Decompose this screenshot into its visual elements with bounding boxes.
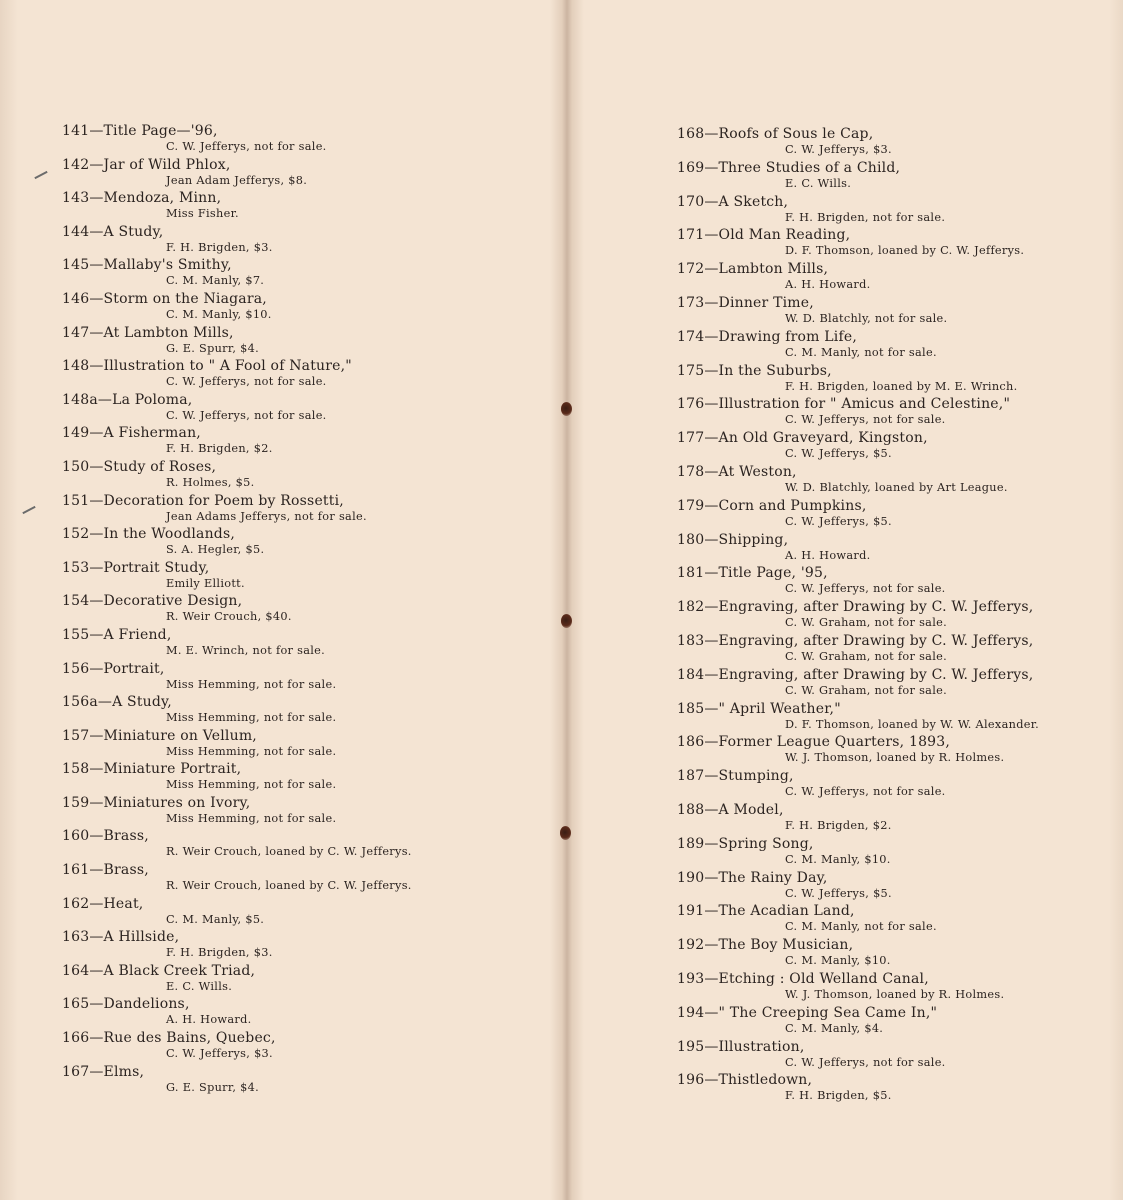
- entry-credit: C. W. Jefferys, $3.: [785, 143, 892, 156]
- pencil-mark: [22, 506, 35, 514]
- entry-credit: Miss Hemming, not for sale.: [166, 711, 337, 725]
- entry-title: 192—The Boy Musician,: [677, 937, 854, 954]
- catalogue-entry: [62, 1064, 542, 1098]
- entry-credit: F. H. Brigden, $2.: [785, 818, 892, 832]
- catalogue-entry: [677, 532, 1097, 566]
- catalogue-entry: [62, 358, 542, 392]
- entry-title: 144—A Study,: [62, 223, 164, 240]
- entry-credit: R. Weir Crouch, loaned by C. W. Jefferys.: [166, 845, 412, 859]
- entry-title: 167—Elms,: [62, 1063, 145, 1080]
- entry-credit: Jean Adams Jefferys, not for sale.: [166, 509, 367, 523]
- entry-title: 172—Lambton Mills,: [677, 261, 829, 278]
- catalogue-entry: [62, 425, 542, 459]
- catalogue-entry: [677, 565, 1097, 599]
- entry-credit: C. M. Manly, $10.: [785, 852, 891, 866]
- entry-credit: Miss Fisher.: [166, 207, 239, 221]
- entry-credit: E. C. Wills.: [785, 176, 852, 190]
- entry-credit: C. W. Jefferys, not for sale.: [785, 785, 946, 799]
- entry-title: 176—Illustration for " Amicus and Celestine,": [677, 396, 1011, 413]
- entry-title: 169—Three Studies of a Child,: [677, 159, 901, 176]
- catalogue-entry: [677, 971, 1097, 1005]
- entry-credit: W. D. Blatchly, loaned by Art League.: [785, 480, 1008, 494]
- entry-credit: R. Holmes, $5.: [166, 475, 255, 489]
- catalogue-entry: [677, 701, 1097, 735]
- catalogue-entry: [677, 1005, 1097, 1039]
- catalogue-entry: [677, 903, 1097, 937]
- catalogue-entry: [62, 862, 542, 896]
- entry-title: 177—An Old Graveyard, Kingston,: [677, 430, 928, 447]
- catalogue-entry: [62, 459, 542, 493]
- entry-title: 170—A Sketch,: [677, 193, 789, 210]
- entry-title: 164—A Black Creek Triad,: [62, 962, 256, 979]
- entry-credit: C. M. Manly, not for sale.: [785, 345, 937, 359]
- entry-credit: C. W. Jefferys, not for sale.: [166, 140, 327, 153]
- catalogue-entry: [677, 1039, 1097, 1073]
- entry-title: 186—Former League Quarters, 1893,: [677, 734, 951, 751]
- catalogue-entry: [62, 694, 542, 728]
- entry-credit: Jean Adam Jefferys, $8.: [166, 173, 308, 187]
- catalogue-entry: [677, 498, 1097, 532]
- entry-credit: R. Weir Crouch, loaned by C. W. Jefferys.: [166, 879, 412, 893]
- entry-credit: C. M. Manly, $5.: [166, 912, 265, 926]
- entry-credit: W. J. Thomson, loaned by R. Holmes.: [785, 751, 1005, 765]
- entry-title: 173—Dinner Time,: [677, 294, 814, 311]
- entry-title: 159—Miniatures on Ivory,: [62, 794, 251, 811]
- catalogue-entry: [677, 599, 1097, 633]
- catalogue-entry: [677, 937, 1097, 971]
- entry-credit: C. M. Manly, $7.: [166, 274, 265, 288]
- binding-hole: [561, 614, 572, 628]
- entry-credit: C. W. Graham, not for sale.: [785, 649, 948, 663]
- entry-credit: C. M. Manly, $4.: [785, 1021, 884, 1035]
- catalogue-entry: [677, 734, 1097, 768]
- catalogue-entry: [677, 160, 1097, 194]
- entry-title: 141—Title Page—'96,: [62, 123, 218, 139]
- catalogue-entry: [677, 126, 1097, 160]
- entry-title: 185—" April Weather,": [677, 700, 841, 717]
- catalogue-entry: [677, 430, 1097, 464]
- catalogue-entry: [62, 1030, 542, 1064]
- entry-title: 151—Decoration for Poem by Rossetti,: [62, 492, 344, 509]
- book-gutter: [550, 0, 584, 1200]
- entry-title: 160—Brass,: [62, 828, 149, 845]
- entry-credit: Miss Hemming, not for sale.: [166, 811, 337, 825]
- entry-title: 180—Shipping,: [677, 531, 789, 548]
- catalogue-entry: [62, 392, 542, 426]
- entry-title: 153—Portrait Study,: [62, 559, 210, 576]
- entry-credit: Miss Hemming, not for sale.: [166, 677, 337, 691]
- entry-credit: C. W. Jefferys, not for sale.: [785, 1055, 946, 1069]
- entry-title: 166—Rue des Bains, Quebec,: [62, 1030, 276, 1047]
- entry-title: 182—Engraving, after Drawing by C. W. Jefferys,: [677, 599, 1034, 616]
- entry-credit: C. W. Jefferys, not for sale.: [166, 408, 327, 422]
- entry-credit: A. H. Howard.: [166, 1013, 252, 1027]
- entry-title: 146—Storm on the Niagara,: [62, 290, 267, 307]
- catalogue-entry: [677, 227, 1097, 261]
- entry-title: 149—A Fisherman,: [62, 425, 201, 442]
- binding-hole: [560, 826, 571, 840]
- catalogue-entry: [62, 560, 542, 594]
- catalogue-entry: [677, 194, 1097, 228]
- entry-credit: E. C. Wills.: [166, 979, 233, 993]
- catalogue-entry: [677, 667, 1097, 701]
- entry-credit: W. J. Thomson, loaned by R. Holmes.: [785, 987, 1005, 1001]
- catalogue-entry: [62, 291, 542, 325]
- entry-credit: F. H. Brigden, loaned by M. E. Wrinch.: [785, 379, 1018, 393]
- entry-title: 174—Drawing from Life,: [677, 328, 857, 345]
- catalogue-entry: [62, 325, 542, 359]
- catalogue-entry: [62, 123, 542, 157]
- entry-title: 162—Heat,: [62, 895, 144, 912]
- entry-credit: F. H. Brigden, not for sale.: [785, 210, 946, 224]
- catalogue-entry: [62, 157, 542, 191]
- entry-credit: G. E. Spurr, $4.: [166, 1080, 259, 1094]
- entry-title: 171—Old Man Reading,: [677, 227, 851, 244]
- catalogue-entry: [62, 896, 542, 930]
- entry-title: 165—Dandelions,: [62, 996, 190, 1013]
- entry-title: 147—At Lambton Mills,: [62, 324, 234, 341]
- catalogue-entry: [677, 802, 1097, 836]
- entry-credit: F. H. Brigden, $5.: [785, 1089, 892, 1103]
- entry-title: 179—Corn and Pumpkins,: [677, 497, 867, 514]
- catalogue-entry: [62, 795, 542, 829]
- entry-credit: C. W. Graham, not for sale.: [785, 683, 948, 697]
- entry-title: 168—Roofs of Sous le Cap,: [677, 126, 874, 142]
- catalogue-entry: [62, 761, 542, 795]
- entry-credit: C. W. Graham, not for sale.: [785, 616, 948, 630]
- entry-credit: M. E. Wrinch, not for sale.: [166, 643, 326, 657]
- entry-credit: A. H. Howard.: [785, 278, 871, 292]
- catalogue-entry: [62, 996, 542, 1030]
- catalogue-entry: [677, 464, 1097, 498]
- entry-title: 155—A Friend,: [62, 626, 172, 643]
- catalogue-entry: [677, 633, 1097, 667]
- entry-title: 175—In the Suburbs,: [677, 362, 832, 379]
- entry-credit: C. W. Jefferys, $5.: [785, 447, 892, 461]
- entry-title: 150—Study of Roses,: [62, 458, 217, 475]
- entry-credit: G. E. Spurr, $4.: [166, 341, 259, 355]
- catalogue-entry: [677, 261, 1097, 295]
- entry-title: 152—In the Woodlands,: [62, 526, 235, 543]
- entry-credit: D. F. Thomson, loaned by C. W. Jefferys.: [785, 244, 1025, 258]
- entry-credit: Emily Elliott.: [166, 576, 245, 590]
- catalogue-entry: [677, 396, 1097, 430]
- entry-title: 156—Portrait,: [62, 660, 165, 677]
- catalogue-entry: [62, 828, 542, 862]
- entry-title: 183—Engraving, after Drawing by C. W. Jefferys,: [677, 632, 1034, 649]
- entry-credit: C. W. Jefferys, $5.: [785, 886, 892, 900]
- entry-title: 187—Stumping,: [677, 768, 794, 785]
- catalogue-entry: [62, 728, 542, 762]
- catalogue-entry: [677, 1072, 1097, 1106]
- catalogue-entry: [62, 593, 542, 627]
- entry-credit: F. H. Brigden, $3.: [166, 946, 273, 960]
- entry-title: 191—The Acadian Land,: [677, 903, 855, 920]
- catalogue-entry: [62, 929, 542, 963]
- entry-credit: F. H. Brigden, $2.: [166, 442, 273, 456]
- entry-title: 158—Miniature Portrait,: [62, 761, 242, 778]
- entry-title: 148—Illustration to " A Fool of Nature,": [62, 358, 352, 375]
- entry-credit: Miss Hemming, not for sale.: [166, 778, 337, 792]
- entry-title: 145—Mallaby's Smithy,: [62, 257, 232, 274]
- entry-credit: Miss Hemming, not for sale.: [166, 744, 337, 758]
- catalogue-entry: [62, 526, 542, 560]
- entry-credit: C. W. Jefferys, $3.: [166, 1047, 273, 1061]
- catalogue-entry: [62, 963, 542, 997]
- entry-credit: C. W. Jefferys, not for sale.: [785, 582, 946, 596]
- binding-hole: [561, 402, 572, 416]
- left-page-list: [62, 123, 542, 1097]
- catalogue-entry: [62, 661, 542, 695]
- entry-title: 163—A Hillside,: [62, 929, 180, 946]
- catalogue-entry: [62, 190, 542, 224]
- entry-title: 195—Illustration,: [677, 1038, 805, 1055]
- entry-credit: C. W. Jefferys, $5.: [785, 514, 892, 528]
- right-page-list: [677, 126, 1097, 1106]
- entry-title: 154—Decorative Design,: [62, 593, 243, 610]
- entry-title: 184—Engraving, after Drawing by C. W. Jefferys,: [677, 666, 1034, 683]
- entry-credit: C. M. Manly, $10.: [785, 954, 891, 968]
- entry-title: 190—The Rainy Day,: [677, 869, 828, 886]
- catalogue-entry: [62, 493, 542, 527]
- entry-credit: W. D. Blatchly, not for sale.: [785, 311, 948, 325]
- pencil-mark: [34, 171, 47, 179]
- entry-credit: C. M. Manly, not for sale.: [785, 920, 937, 934]
- entry-title: 189—Spring Song,: [677, 835, 814, 852]
- entry-title: 156a—A Study,: [62, 694, 172, 711]
- catalogue-entry: [62, 224, 542, 258]
- catalogue-entry: [677, 363, 1097, 397]
- entry-title: 157—Miniature on Vellum,: [62, 727, 257, 744]
- catalogue-entry: [677, 768, 1097, 802]
- entry-title: 194—" The Creeping Sea Came In,": [677, 1004, 938, 1021]
- entry-title: 193—Etching : Old Welland Canal,: [677, 970, 929, 987]
- entry-credit: A. H. Howard.: [785, 548, 871, 562]
- entry-credit: S. A. Hegler, $5.: [166, 543, 265, 557]
- catalogue-entry: [677, 329, 1097, 363]
- entry-credit: C. M. Manly, $10.: [166, 307, 272, 321]
- catalogue-entry: [677, 870, 1097, 904]
- entry-title: 142—Jar of Wild Phlox,: [62, 156, 231, 173]
- entry-credit: C. W. Jefferys, not for sale.: [785, 413, 946, 427]
- entry-title: 188—A Model,: [677, 801, 784, 818]
- entry-title: 143—Mendoza, Minn,: [62, 190, 222, 207]
- catalogue-entry: [62, 627, 542, 661]
- entry-title: 181—Title Page, '95,: [677, 565, 828, 582]
- entry-title: 178—At Weston,: [677, 463, 797, 480]
- catalogue-entry: [62, 257, 542, 291]
- entry-title: 196—Thistledown,: [677, 1072, 813, 1089]
- entry-title: 148a—La Poloma,: [62, 391, 193, 408]
- entry-title: 161—Brass,: [62, 862, 149, 879]
- entry-credit: D. F. Thomson, loaned by W. W. Alexander.: [785, 717, 1040, 731]
- catalogue-entry: [677, 836, 1097, 870]
- entry-credit: F. H. Brigden, $3.: [166, 240, 273, 254]
- catalogue-entry: [677, 295, 1097, 329]
- entry-credit: C. W. Jefferys, not for sale.: [166, 375, 327, 389]
- entry-credit: R. Weir Crouch, $40.: [166, 610, 292, 624]
